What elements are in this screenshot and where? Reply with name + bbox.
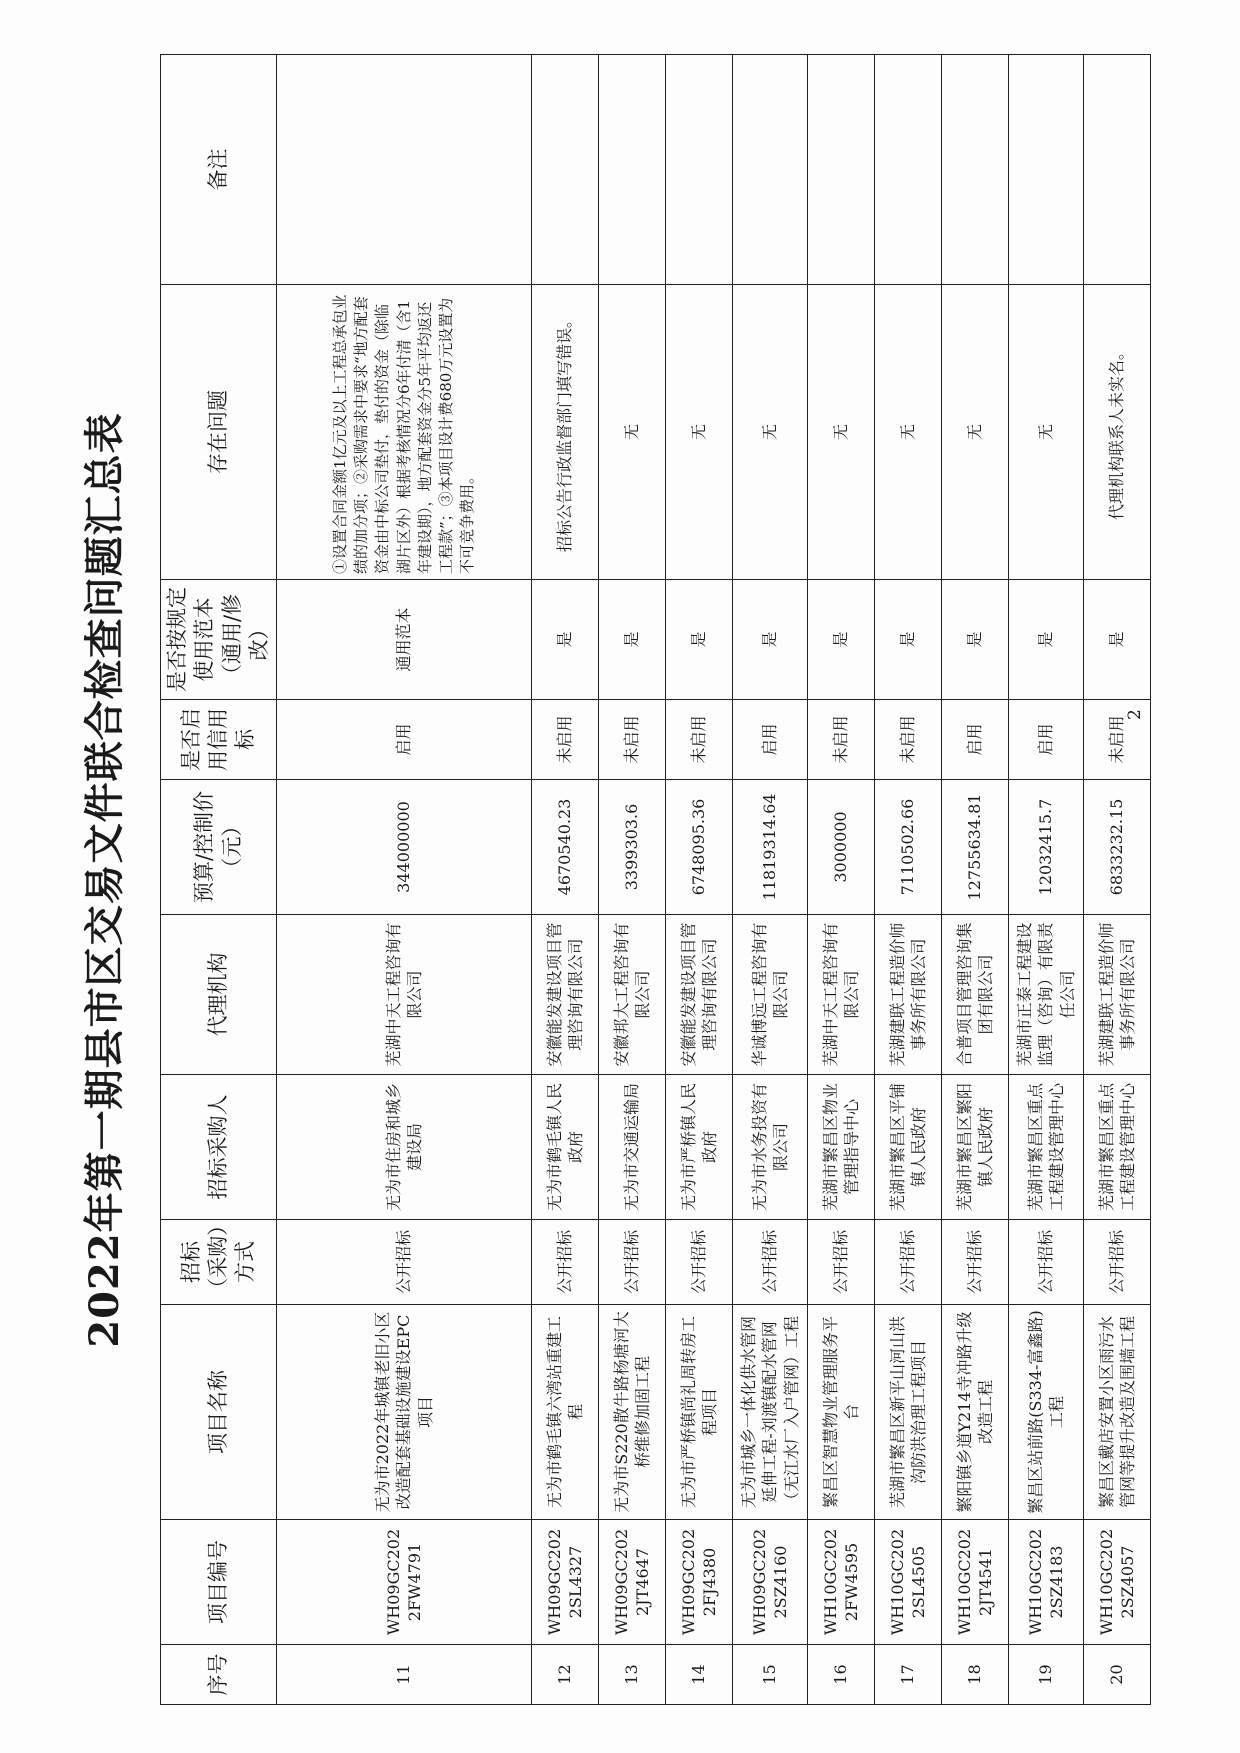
cell-remark: [277, 55, 532, 285]
cell-issue: 无: [942, 285, 1009, 580]
cell-credit: 启用: [942, 700, 1009, 780]
table-row: [875, 55, 942, 1705]
cell-name: 无为市城乡一体化供水管网延伸工程-刘渡镇配水管网（无江水厂入户管网）工程: [733, 1305, 808, 1520]
cell-name: 芜湖市繁昌区新平山河山洪沟防洪治理工程项目: [875, 1305, 942, 1520]
cell-code: WH10GC2022JT4541: [942, 1520, 1009, 1645]
header-method: 招标（采购）方式: [161, 1220, 277, 1305]
page-number: 2: [1125, 709, 1145, 720]
cell-template: 是: [942, 580, 1009, 700]
cell-template: 是: [599, 580, 666, 700]
cell-agency: 安徽能发建设项目管理咨询有限公司: [532, 915, 599, 1075]
cell-purchaser: 无为市交通运输局: [599, 1075, 666, 1220]
cell-issue: 招标公告行政监督部门填写错误。: [532, 285, 599, 580]
cell-purchaser: 芜湖市繁昌区重点工程建设管理中心: [1009, 1075, 1084, 1220]
cell-code: WH10GC2022SZ4183: [1009, 1520, 1084, 1645]
cell-issue: 无: [666, 285, 733, 580]
cell-no: 20: [1084, 1645, 1151, 1705]
cell-agency: 芜湖建联工程造价师事务所有限公司: [875, 915, 942, 1075]
header-name: 项目名称: [161, 1305, 277, 1520]
cell-name: 无为市2022年城镇老旧小区改造配套基础设施建设EPC项目: [277, 1305, 532, 1520]
cell-template: 是: [666, 580, 733, 700]
cell-method: 公开招标: [808, 1220, 875, 1305]
cell-budget: 11819314.64: [733, 780, 808, 915]
cell-budget: 6748095.36: [666, 780, 733, 915]
cell-credit: 启用: [1009, 700, 1084, 780]
cell-purchaser: 芜湖市繁昌区重点工程建设管理中心: [1084, 1075, 1151, 1220]
cell-method: 公开招标: [277, 1220, 532, 1305]
cell-purchaser: 无为市住房和城乡建设局: [277, 1075, 532, 1220]
header-template: 是否按规定使用范本（通用/修改）: [161, 580, 277, 700]
header-agency: 代理机构: [161, 915, 277, 1075]
cell-code: WH09GC2022FJ4380: [666, 1520, 733, 1645]
cell-agency: 合普项目管理咨询集团有限公司: [942, 915, 1009, 1075]
cell-issue: 代理机构联系人未实名。: [1084, 285, 1151, 580]
cell-no: 19: [1009, 1645, 1084, 1705]
header-purchaser: 招标采购人: [161, 1075, 277, 1220]
document-title: 2022年第一期县市区交易文件联合检查问题汇总表: [81, 412, 128, 1348]
cell-code: WH09GC2022SZ4160: [733, 1520, 808, 1645]
inspection-summary-table: [160, 54, 1151, 1705]
cell-no: 18: [942, 1645, 1009, 1705]
rotated-sheet: [70, 40, 1240, 1720]
cell-budget: 344000000: [277, 780, 532, 915]
table-row: [277, 55, 532, 1705]
cell-template: 是: [1084, 580, 1151, 700]
cell-agency: 芜湖建联工程造价师事务所有限公司: [1084, 915, 1151, 1075]
cell-remark: [733, 55, 808, 285]
cell-budget: 3399303.6: [599, 780, 666, 915]
cell-method: 公开招标: [532, 1220, 599, 1305]
cell-agency: 芜湖中天工程咨询有限公司: [277, 915, 532, 1075]
cell-issue: 无: [1009, 285, 1084, 580]
cell-issue: 无: [808, 285, 875, 580]
cell-agency: 华诚博远工程咨询有限公司: [733, 915, 808, 1075]
cell-code: WH10GC2022SL4505: [875, 1520, 942, 1645]
cell-template: 是: [733, 580, 808, 700]
cell-code: WH09GC2022FW4791: [277, 1520, 532, 1645]
cell-remark: [808, 55, 875, 285]
header-no: 序号: [161, 1645, 277, 1705]
table-row: [808, 55, 875, 1705]
cell-method: 公开招标: [666, 1220, 733, 1305]
cell-no: 13: [599, 1645, 666, 1705]
cell-credit: 未启用: [532, 700, 599, 780]
table-row: [942, 55, 1009, 1705]
cell-method: 公开招标: [599, 1220, 666, 1305]
cell-template: 是: [1009, 580, 1084, 700]
cell-name: 无为市严桥镇尚礼周转房工程项目: [666, 1305, 733, 1520]
cell-purchaser: 无为市水务投资有限公司: [733, 1075, 808, 1220]
cell-name: 繁阳镇乡道Y214寺冲路升级改造工程: [942, 1305, 1009, 1520]
table-row: [666, 55, 733, 1705]
cell-template: 通用范本: [277, 580, 532, 700]
cell-credit: 未启用: [599, 700, 666, 780]
cell-credit: 启用: [733, 700, 808, 780]
cell-remark: [666, 55, 733, 285]
cell-remark: [942, 55, 1009, 285]
table-header-row: [161, 55, 277, 1705]
cell-issue: ①设置合同金额1亿元及以上工程总承包业绩的加分项；②采购需求中要求“地方配套资金由中标公司垫付，垫付的资金（除临湖片区外）根据考核情况分6年付清（含1年建设期），地方配套资金分5年平均返还工程款”；③本项目设计费680万元设置为不可竞争费用。: [277, 285, 532, 580]
cell-template: 是: [875, 580, 942, 700]
cell-name: 繁昌区智慧物业管理服务平台: [808, 1305, 875, 1520]
cell-method: 公开招标: [733, 1220, 808, 1305]
table-row: [733, 55, 808, 1705]
cell-no: 17: [875, 1645, 942, 1705]
header-code: 项目编号: [161, 1520, 277, 1645]
table-row: [532, 55, 599, 1705]
header-credit: 是否启用信用标: [161, 700, 277, 780]
cell-purchaser: 芜湖市繁昌区平铺镇人民政府: [875, 1075, 942, 1220]
cell-credit: 未启用: [1084, 700, 1151, 780]
cell-method: 公开招标: [875, 1220, 942, 1305]
cell-code: WH09GC2022SL4327: [532, 1520, 599, 1645]
cell-credit: 未启用: [666, 700, 733, 780]
cell-name: 无为市S220散牛路杨塘河大桥维修加固工程: [599, 1305, 666, 1520]
cell-no: 11: [277, 1645, 532, 1705]
cell-method: 公开招标: [942, 1220, 1009, 1305]
cell-no: 15: [733, 1645, 808, 1705]
header-budget: 预算/控制价（元）: [161, 780, 277, 915]
table-row: [599, 55, 666, 1705]
cell-issue: 无: [875, 285, 942, 580]
cell-name: 繁昌区戴店安置小区雨污水管网等提升改造及围墙工程: [1084, 1305, 1151, 1520]
cell-method: 公开招标: [1009, 1220, 1084, 1305]
header-remark: 备注: [161, 55, 277, 285]
cell-issue: 无: [599, 285, 666, 580]
cell-name: 无为市鹤毛镇六湾站重建工程: [532, 1305, 599, 1520]
cell-agency: 安徽能发建设项目管理咨询有限公司: [666, 915, 733, 1075]
cell-remark: [532, 55, 599, 285]
cell-no: 14: [666, 1645, 733, 1705]
cell-remark: [1084, 55, 1151, 285]
cell-credit: 未启用: [875, 700, 942, 780]
cell-no: 16: [808, 1645, 875, 1705]
cell-purchaser: 芜湖市繁昌区物业管理指导中心: [808, 1075, 875, 1220]
cell-credit: 启用: [277, 700, 532, 780]
cell-code: WH10GC2022FW4595: [808, 1520, 875, 1645]
cell-credit: 未启用: [808, 700, 875, 780]
cell-purchaser: 无为市鹤毛镇人民政府: [532, 1075, 599, 1220]
cell-remark: [875, 55, 942, 285]
cell-agency: 安徽邦大工程咨询有限公司: [599, 915, 666, 1075]
cell-no: 12: [532, 1645, 599, 1705]
cell-code: WH10GC2022SZ4057: [1084, 1520, 1151, 1645]
cell-method: 公开招标: [1084, 1220, 1151, 1305]
table-row: [1084, 55, 1151, 1705]
cell-template: 是: [532, 580, 599, 700]
cell-remark: [1009, 55, 1084, 285]
table-row: [1009, 55, 1084, 1705]
cell-budget: 7110502.66: [875, 780, 942, 915]
cell-budget: 4670540.23: [532, 780, 599, 915]
cell-budget: 12755634.81: [942, 780, 1009, 915]
cell-budget: 3000000: [808, 780, 875, 915]
cell-template: 是: [808, 580, 875, 700]
cell-purchaser: 芜湖市繁昌区繁阳镇人民政府: [942, 1075, 1009, 1220]
cell-budget: 12032415.7: [1009, 780, 1084, 915]
cell-name: 繁昌区站前路(S334-富鑫路)工程: [1009, 1305, 1084, 1520]
cell-agency: 芜湖中天工程咨询有限公司: [808, 915, 875, 1075]
cell-code: WH09GC2022JT4647: [599, 1520, 666, 1645]
cell-agency: 芜湖市正泰工程建设监理（咨询）有限责任公司: [1009, 915, 1084, 1075]
cell-budget: 6833232.15: [1084, 780, 1151, 915]
cell-issue: 无: [733, 285, 808, 580]
cell-remark: [599, 55, 666, 285]
cell-purchaser: 无为市严桥镇人民政府: [666, 1075, 733, 1220]
header-issue: 存在问题: [161, 285, 277, 580]
